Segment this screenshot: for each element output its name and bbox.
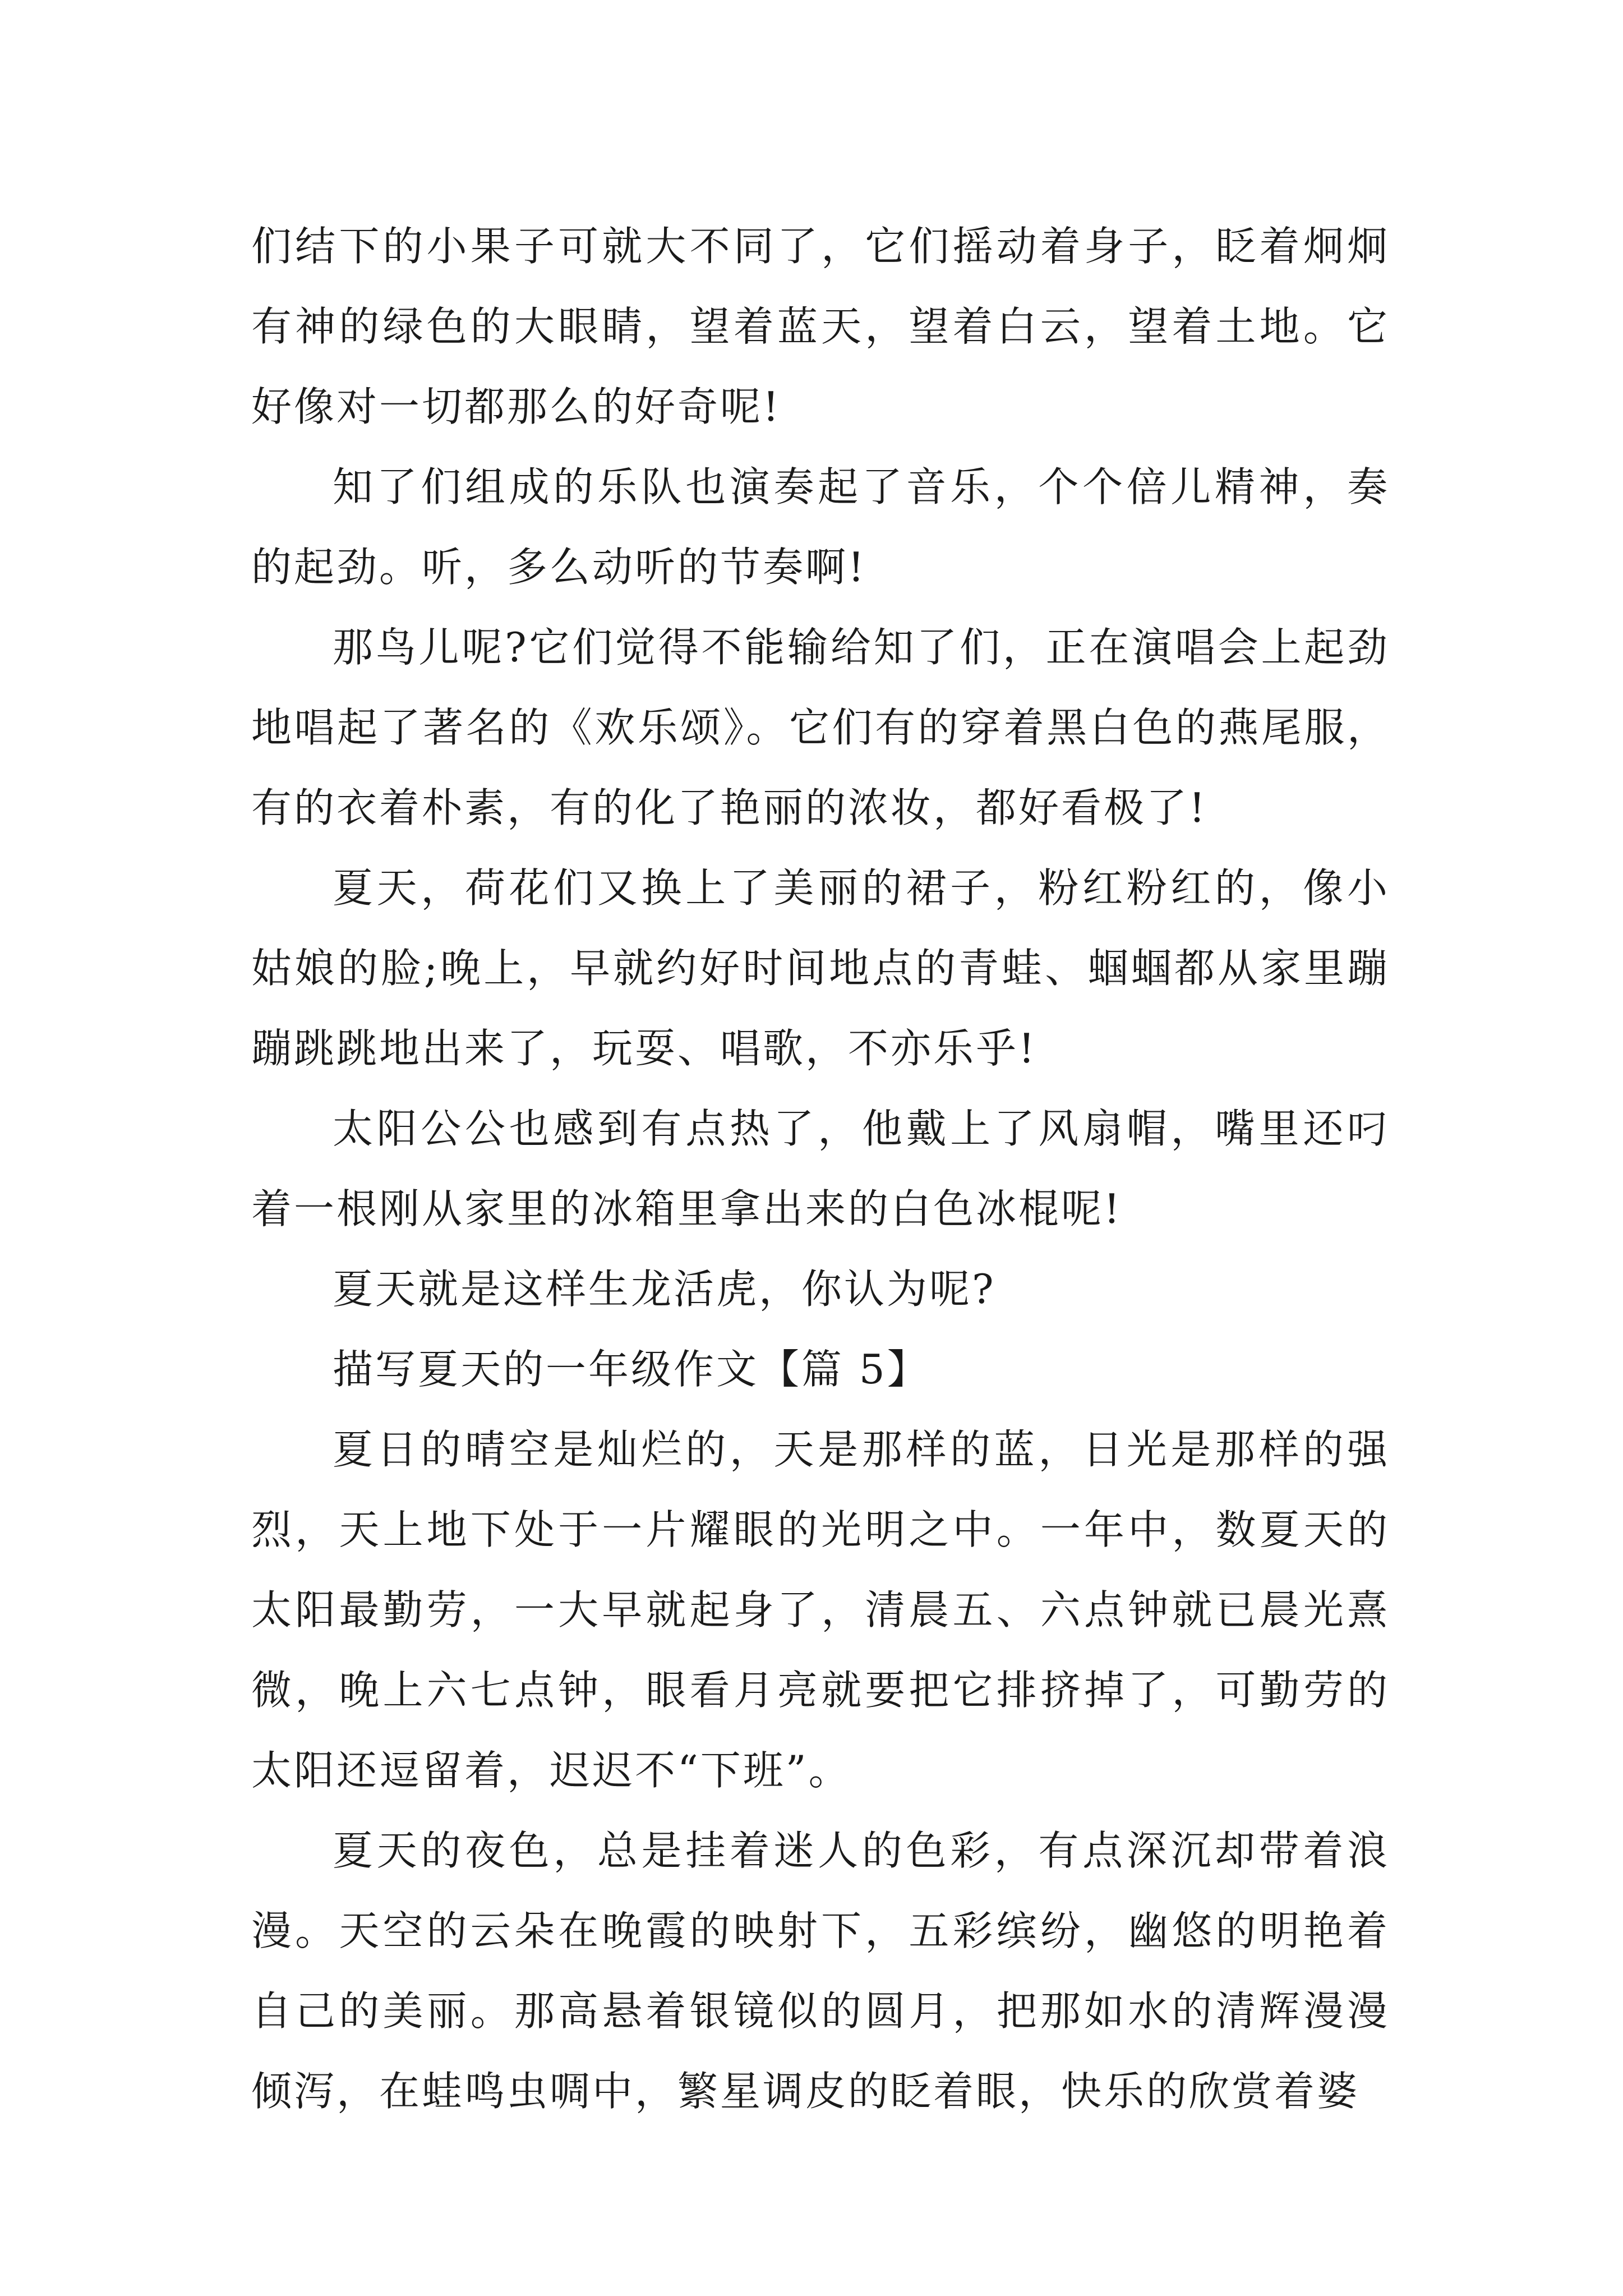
paragraph-continued: 们结下的小果子可就大不同了，它们摇动着身子，眨着炯炯有神的绿色的大眼睛，望着蓝天，望着白云，望着土地。它好像对一切都那么的好奇呢! bbox=[251, 223, 1390, 430]
paragraph-lotus: 夏天，荷花们又换上了美丽的裙子，粉红粉红的，像小姑娘的脸;晚上，早就约好时间地点的青蛙、蝈蝈都从家里蹦蹦跳跳地出来了，玩耍、唱歌，不亦乐乎! bbox=[251, 864, 1390, 1072]
paragraph-cicadas: 知了们组成的乐队也演奏起了音乐，个个倍儿精神，奏的起劲。听，多么动听的节奏啊! bbox=[251, 463, 1390, 591]
paragraph-conclusion: 夏天就是这样生龙活虎，你认为呢? bbox=[333, 1266, 996, 1313]
paragraph-summer-sky: 夏日的晴空是灿烂的，天是那样的蓝，日光是那样的强烈，天上地下处于一片耀眼的光明之中。一年中，数夏天的太阳最勤劳，一大早就起身了，清晨五、六点钟就已晨光熹微，晚上六七点钟，眼看月亮就要把它排挤掉了，可勤劳的太阳还逗留着，迟迟不“下班”。 bbox=[251, 1426, 1390, 1794]
paragraph-sun: 太阳公公也感到有点热了，他戴上了风扇帽，嘴里还叼着一根刚从家里的冰箱里拿出来的白色冰棍呢! bbox=[251, 1105, 1390, 1232]
paragraph-birds: 那鸟儿呢?它们觉得不能输给知了们，正在演唱会上起劲地唱起了著名的《欢乐颂》。它们有的穿着黑白色的燕尾服，有的衣着朴素，有的化了艳丽的浓妆，都好看极了! bbox=[251, 624, 1390, 831]
section-heading: 描写夏天的一年级作文【篇 5】 bbox=[333, 1346, 930, 1393]
document-body bbox=[251, 206, 1390, 2132]
paragraph-summer-night: 夏天的夜色，总是挂着迷人的色彩，有点深沉却带着浪漫。天空的云朵在晚霞的映射下，五彩缤纷，幽悠的明艳着自己的美丽。那高悬着银镜似的圆月，把那如水的清辉漫漫倾泻，在蛙鸣虫啁中，繁星调皮的眨着眼，快乐的欣赏着婆 bbox=[251, 1827, 1390, 2115]
